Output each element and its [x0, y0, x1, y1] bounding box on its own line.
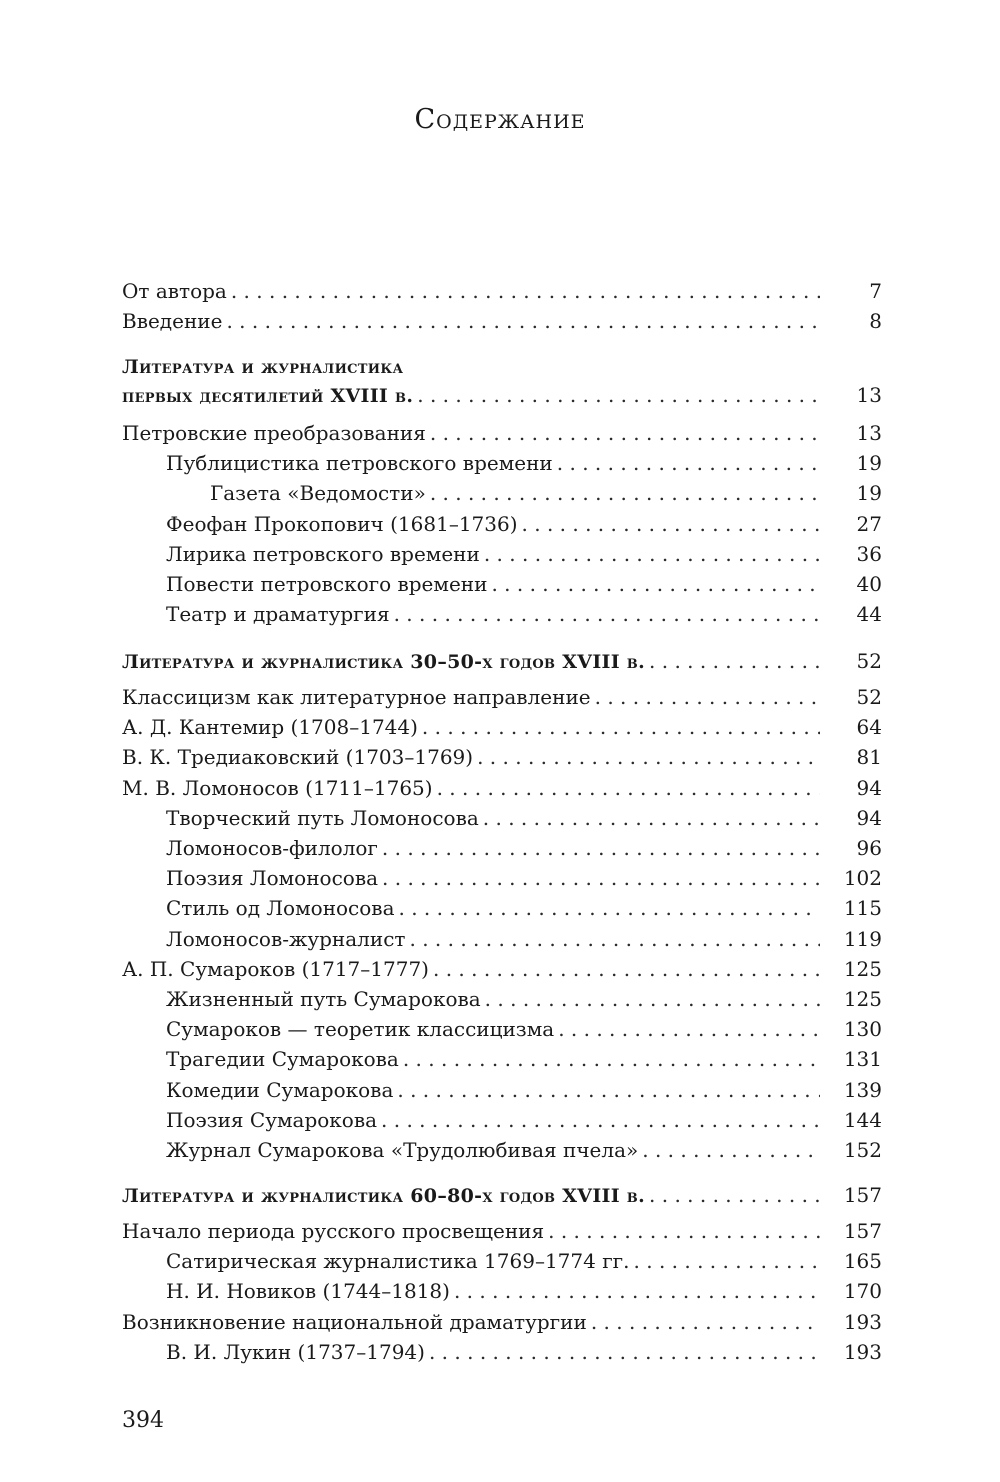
- toc-entry-page: 170: [843, 1279, 882, 1304]
- leader-dots: [399, 893, 821, 923]
- toc-entry[interactable]: [122, 863, 882, 893]
- leader-dots: [649, 1180, 820, 1210]
- toc-entry-page: 125: [843, 987, 882, 1011]
- leader-dots: [430, 478, 820, 508]
- toc-entry[interactable]: [122, 682, 882, 712]
- leader-dots: [381, 1105, 820, 1135]
- toc-entry-label: Петровские преобразования: [122, 421, 426, 445]
- toc-entry-page: 19: [856, 481, 882, 506]
- toc-entry-page: 8: [869, 309, 882, 333]
- toc-entry[interactable]: [122, 1044, 882, 1074]
- page-number: 394: [122, 1408, 164, 1433]
- leader-dots: [649, 646, 820, 676]
- toc-entry-label: Поэзия Сумарокова: [166, 1107, 378, 1132]
- toc-section-part2[interactable]: [122, 646, 882, 676]
- toc-entry-label: В. И. Лукин (1737–1794): [166, 1339, 425, 1364]
- toc-entry-page: 7: [869, 279, 882, 303]
- toc-entry-page: 115: [843, 896, 882, 921]
- leader-dots: [557, 448, 820, 478]
- toc-entry[interactable]: [122, 773, 882, 803]
- toc-entry-label: Ломоносов-филолог: [166, 836, 378, 860]
- toc-entry[interactable]: [122, 984, 882, 1014]
- toc-entry-label: Начало периода русского просвещения: [122, 1219, 545, 1243]
- toc-entry-page: 193: [843, 1339, 882, 1364]
- leader-dots: [437, 773, 820, 803]
- toc-entry-from-author[interactable]: [122, 276, 882, 306]
- toc-entry-page: 144: [843, 1107, 882, 1132]
- leader-dots: [382, 833, 820, 863]
- toc-entry-label: Стиль од Ломоносова: [166, 896, 395, 921]
- toc-entry-label: Ломоносов-журналист: [166, 926, 406, 951]
- toc-entry-label: А. Д. Кантемир (1708–1744): [122, 715, 418, 740]
- part1-heading-line1: Литература и журналистика: [122, 356, 404, 378]
- toc-entry-page: 44: [856, 602, 882, 627]
- toc-entry-page: 152: [843, 1138, 882, 1162]
- toc-entry[interactable]: [122, 569, 882, 599]
- toc-entry[interactable]: [122, 712, 882, 742]
- toc-entry-label: Н. И. Новиков (1744–1818): [166, 1279, 450, 1304]
- toc-entry[interactable]: [122, 1014, 882, 1044]
- leader-dots: [591, 1307, 820, 1337]
- leader-dots: [522, 509, 820, 539]
- toc-entry-page: 19: [856, 451, 882, 476]
- toc-entry-label: Сумароков — теоретик классицизма: [166, 1017, 555, 1042]
- toc-entry[interactable]: [122, 803, 882, 833]
- leader-dots: [595, 682, 820, 712]
- toc-entry[interactable]: [122, 599, 882, 629]
- toc-entry[interactable]: [122, 893, 882, 923]
- toc-section-part1[interactable]: [122, 380, 882, 410]
- toc-entry-page: 81: [856, 745, 882, 770]
- toc-entry[interactable]: [122, 1337, 882, 1367]
- leader-dots: [477, 742, 820, 772]
- leader-dots: [382, 863, 820, 893]
- toc-entry-label: Феофан Прокопович (1681–1736): [166, 511, 518, 536]
- toc-entry-page: 102: [843, 866, 882, 891]
- page-title: Содержание: [414, 104, 586, 135]
- toc-entry-label: Сатирическая журналистика 1769–1774 гг.: [166, 1249, 630, 1274]
- toc-entry[interactable]: [122, 742, 882, 772]
- leader-dots: [409, 924, 820, 954]
- toc-entry[interactable]: [122, 478, 882, 508]
- leader-dots: [403, 1044, 820, 1074]
- toc-entry[interactable]: [122, 1276, 882, 1306]
- toc-entry-page: 94: [856, 805, 882, 830]
- toc-entry[interactable]: [122, 509, 882, 539]
- toc-entry-page: 52: [856, 685, 882, 709]
- toc-entry-page: 139: [843, 1077, 882, 1102]
- leader-dots: [226, 306, 820, 336]
- toc-section-page: 157: [843, 1183, 882, 1207]
- toc-entry-introduction[interactable]: [122, 306, 882, 336]
- toc-entry-label: Творческий путь Ломоносова: [166, 805, 479, 830]
- toc-entry-label: Поэзия Ломоносова: [166, 866, 379, 891]
- toc-section-label: первых десятилетий XVIII в.: [122, 385, 414, 407]
- toc-entry-label: Журнал Сумарокова «Трудолюбивая пчела»: [166, 1138, 639, 1162]
- leader-dots: [429, 1337, 820, 1367]
- toc-entry-label: А. П. Сумароков (1717–1777): [122, 956, 429, 981]
- toc-entry-label: В. К. Тредиаковский (1703–1769): [122, 745, 474, 770]
- toc-entry[interactable]: [122, 1307, 882, 1337]
- toc-entry-label: Лирика петровского времени: [166, 541, 480, 566]
- toc-entry-label: Классицизм как литературное направление: [122, 685, 591, 709]
- leader-dots: [558, 1014, 820, 1044]
- leader-dots: [548, 1216, 820, 1246]
- toc-entry-page: 36: [856, 541, 882, 566]
- toc-entry-page: 125: [843, 956, 882, 981]
- leader-dots: [642, 1135, 820, 1165]
- leader-dots: [397, 1075, 820, 1105]
- leader-dots: [433, 954, 820, 984]
- toc-entry-label: Театр и драматургия: [166, 602, 390, 627]
- leader-dots: [417, 380, 820, 410]
- toc-entry-page: 193: [843, 1309, 882, 1334]
- toc-entry-label: Повести петровского времени: [166, 572, 488, 596]
- toc-entry[interactable]: [122, 1135, 882, 1165]
- leader-dots: [634, 1246, 820, 1276]
- toc-section-label: Литература и журналистика 30–50-х годов XVIII в.: [122, 651, 646, 673]
- toc-entry-label: Жизненный путь Сумарокова: [166, 987, 481, 1011]
- toc-entry-label: От автора: [122, 279, 227, 303]
- toc-entry[interactable]: [122, 539, 882, 569]
- leader-dots: [491, 569, 820, 599]
- toc-entry-page: 13: [856, 421, 882, 445]
- leader-dots: [430, 418, 820, 448]
- toc-entry-page: 64: [856, 715, 882, 740]
- leader-dots: [454, 1276, 820, 1306]
- leader-dots: [422, 712, 820, 742]
- leader-dots: [484, 539, 820, 569]
- toc-entry-page: 27: [856, 511, 882, 536]
- toc-entry[interactable]: [122, 1105, 882, 1135]
- toc-section-label: Литература и журналистика 60–80-х годов XVIII в.: [122, 1185, 646, 1207]
- toc-entry-label: Публицистика петровского времени: [166, 451, 553, 476]
- toc-entry[interactable]: [122, 1075, 882, 1105]
- toc-entry-page: 131: [843, 1047, 882, 1072]
- toc-entry[interactable]: [122, 924, 882, 954]
- leader-dots: [231, 276, 820, 306]
- toc-entry[interactable]: [122, 954, 882, 984]
- toc-section-page: 52: [856, 649, 882, 673]
- toc-entry-label: Комедии Сумарокова: [166, 1077, 394, 1102]
- toc-entry[interactable]: [122, 1246, 882, 1276]
- toc-entry[interactable]: [122, 418, 882, 448]
- toc-entry-label: Газета «Ведомости»: [210, 481, 426, 506]
- toc-entry-page: 96: [856, 836, 882, 860]
- toc-entry-page: 130: [843, 1017, 882, 1042]
- toc-entry-page: 94: [856, 775, 882, 800]
- toc-entry[interactable]: [122, 833, 882, 863]
- toc-entry[interactable]: [122, 1216, 882, 1246]
- toc-section-part3[interactable]: [122, 1180, 882, 1210]
- toc-entry-page: 165: [843, 1249, 882, 1274]
- toc-entry[interactable]: [122, 448, 882, 478]
- toc-entry-label: Возникновение национальной драматургии: [122, 1309, 587, 1334]
- leader-dots: [394, 599, 820, 629]
- leader-dots: [483, 803, 820, 833]
- toc-entry-page: 40: [856, 572, 882, 596]
- toc-entry-page: 119: [843, 926, 882, 951]
- toc-entry-label: М. В. Ломоносов (1711–1765): [122, 775, 433, 800]
- toc-entry-page: 157: [843, 1219, 882, 1243]
- leader-dots: [485, 984, 820, 1014]
- toc-entry-label: Трагедии Сумарокова: [166, 1047, 399, 1072]
- toc-entry-label: Введение: [122, 309, 223, 333]
- toc-section-page: 13: [856, 383, 882, 407]
